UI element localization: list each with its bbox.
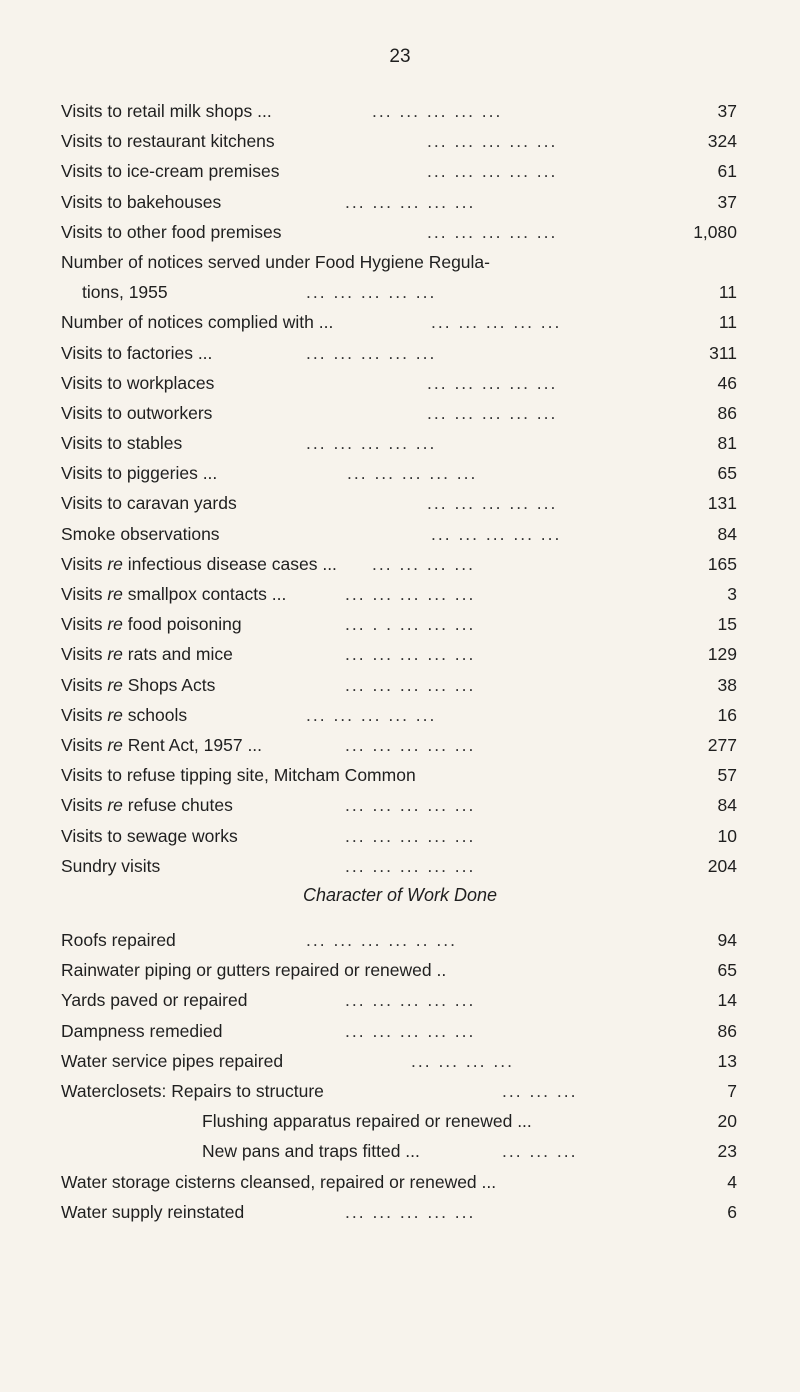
table-row [61, 730, 737, 760]
row-label: Visits to restaurant kitchens [61, 131, 275, 152]
row-label: Visits to piggeries ... [61, 463, 218, 484]
table-row [61, 96, 737, 126]
table-row [61, 217, 737, 247]
row-value: 61 [717, 161, 737, 182]
dot-leader: ... ... ... [502, 1141, 578, 1162]
row-value: 311 [709, 342, 737, 363]
dot-leader: ... ... ... ... ... [345, 674, 476, 695]
dot-leader: ... ... ... ... ... [427, 493, 558, 514]
dot-leader: ... ... ... ... ... [427, 161, 558, 182]
row-value: 38 [717, 674, 737, 695]
row-value: 94 [717, 930, 737, 950]
row-label: Smoke observations [61, 523, 220, 544]
row-label: Visits to ice-cream premises [61, 161, 280, 182]
row-label: Visits to stables [61, 433, 183, 454]
row-value: 4 [727, 1171, 737, 1192]
row-value: 16 [717, 704, 737, 725]
dot-leader: ... . . ... ... ... [345, 614, 476, 635]
table-row [61, 307, 737, 337]
row-value: 11 [718, 312, 737, 333]
row-label: Visits to workplaces [61, 372, 215, 393]
table-row [61, 247, 737, 277]
table-row [61, 639, 737, 669]
table-row [61, 1076, 737, 1106]
dot-leader: ... ... ... ... ... [306, 342, 437, 363]
row-label: Visits re infectious disease cases ... [61, 553, 337, 574]
dot-leader: ... ... ... ... ... [345, 644, 476, 665]
table-row [61, 700, 737, 730]
table-row [61, 277, 737, 307]
row-label: Visits re refuse chutes [61, 795, 233, 816]
dot-leader: ... ... ... ... ... [347, 463, 478, 484]
row-label: Roofs repaired [61, 930, 176, 950]
table-row [61, 851, 737, 881]
dot-leader: ... ... ... ... ... [345, 584, 476, 604]
row-value: 23 [717, 1141, 737, 1162]
table-row [61, 760, 737, 790]
row-value: 13 [717, 1050, 737, 1071]
dot-leader: ... ... ... ... ... [345, 191, 476, 212]
row-label: Number of notices complied with ... [61, 312, 334, 333]
row-label: Visits to refuse tipping site, Mitcham Common [61, 765, 416, 786]
row-label: Rainwater piping or gutters repaired or renewed .. [61, 960, 447, 981]
dot-leader: ... ... ... ... ... [372, 101, 503, 121]
row-value: 84 [717, 795, 737, 816]
table-row [61, 985, 737, 1015]
dot-leader: ... ... ... ... ... [427, 131, 558, 152]
row-value: 129 [707, 644, 737, 665]
row-label: Visits re smallpox contacts ... [61, 584, 287, 604]
row-value: 14 [717, 990, 737, 1011]
row-value: 6 [727, 1201, 737, 1222]
dot-leader: ... ... ... ... ... [345, 1020, 476, 1041]
row-value: 81 [717, 433, 737, 454]
dot-leader: ... ... ... ... ... [427, 221, 558, 242]
dot-leader: ... ... ... ... ... [345, 825, 476, 846]
row-label: Visits to caravan yards [61, 493, 237, 514]
row-value: 7 [727, 1080, 737, 1101]
table-row [61, 1046, 737, 1076]
row-label: tions, 1955 [82, 282, 168, 303]
row-value: 65 [717, 463, 737, 484]
row-label: Visits to sewage works [61, 825, 238, 846]
row-label: Visits to outworkers [61, 402, 213, 423]
row-value: 277 [707, 734, 737, 755]
table-row [61, 187, 737, 217]
table-row [61, 1136, 737, 1166]
row-value: 3 [727, 584, 737, 604]
row-value: 165 [707, 553, 737, 574]
row-value: 324 [707, 131, 737, 152]
table-row [61, 428, 737, 458]
dot-leader: ... ... ... ... ... [427, 402, 558, 423]
row-value: 84 [717, 523, 737, 544]
row-label: Water supply reinstated [61, 1201, 245, 1222]
table-row [61, 670, 737, 700]
row-value: 15 [717, 614, 737, 635]
row-label: Visits to other food premises [61, 221, 282, 242]
dot-leader: ... ... ... [502, 1080, 578, 1101]
row-value: 46 [717, 372, 737, 393]
table-row [61, 790, 737, 820]
section-heading: Character of Work Done [302, 885, 498, 905]
row-value: 86 [717, 402, 737, 423]
dot-leader: ... ... ... ... [372, 553, 475, 574]
table-row [61, 1167, 737, 1197]
visits-list [61, 96, 737, 881]
table-row [61, 519, 737, 549]
dot-leader: ... ... ... ... .. ... [306, 930, 457, 950]
row-label: Visits re Rent Act, 1957 ... [61, 734, 263, 755]
dot-leader: ... ... ... ... ... [306, 282, 437, 303]
table-row [61, 368, 737, 398]
row-value: 11 [718, 282, 737, 303]
row-value: 37 [717, 101, 737, 121]
table-row [61, 955, 737, 985]
table-row [61, 156, 737, 186]
dot-leader: ... ... ... ... [411, 1050, 514, 1071]
table-row [61, 126, 737, 156]
table-row [61, 925, 737, 955]
row-label: Visits to retail milk shops ... [61, 101, 272, 121]
table-row [61, 398, 737, 428]
row-value: 10 [717, 825, 737, 846]
row-label: Visits to factories ... [61, 342, 213, 363]
dot-leader: ... ... ... ... ... [306, 704, 437, 725]
table-row [61, 549, 737, 579]
table-row [61, 488, 737, 518]
row-label: Sundry visits [61, 855, 161, 876]
row-label: Flushing apparatus repaired or renewed ... [202, 1111, 532, 1132]
table-row [61, 458, 737, 488]
row-label: Dampness remedied [61, 1020, 223, 1041]
dot-leader: ... ... ... ... ... [345, 795, 476, 816]
dot-leader: ... ... ... ... ... [345, 734, 476, 755]
dot-leader: ... ... ... ... ... [345, 990, 476, 1011]
row-value: 86 [717, 1020, 737, 1041]
dot-leader: ... ... ... ... ... [427, 372, 558, 393]
dot-leader: ... ... ... ... ... [431, 312, 562, 333]
row-label: Waterclosets: Repairs to structure [61, 1080, 324, 1101]
table-row [61, 821, 737, 851]
dot-leader: ... ... ... ... ... [431, 523, 562, 544]
row-label: Visits re rats and mice [61, 644, 233, 665]
row-label: Water service pipes repaired [61, 1050, 284, 1071]
dot-leader: ... ... ... ... ... [345, 855, 476, 876]
row-label: Water storage cisterns cleansed, repaired or renewed ... [61, 1171, 497, 1192]
table-row [61, 338, 737, 368]
row-value: 204 [707, 855, 737, 876]
table-row [61, 579, 737, 609]
row-label: Visits re Shops Acts [61, 674, 216, 695]
row-value: 37 [717, 191, 737, 212]
row-label: Visits re schools [61, 704, 188, 725]
work-done-list [61, 925, 737, 1227]
table-row [61, 1106, 737, 1136]
table-row [61, 1197, 737, 1227]
row-value: 131 [707, 493, 737, 514]
row-value: 1,080 [693, 221, 737, 242]
row-label: Visits re food poisoning [61, 614, 242, 635]
table-row [61, 609, 737, 639]
table-row [61, 1016, 737, 1046]
row-value: 20 [717, 1111, 737, 1132]
row-value: 57 [717, 765, 737, 786]
dot-leader: ... ... ... ... ... [345, 1201, 476, 1222]
row-label: Number of notices served under Food Hygiene Regula- [61, 251, 490, 272]
page-number: 23 [389, 46, 411, 67]
row-label: Yards paved or repaired [61, 990, 248, 1011]
dot-leader: ... ... ... ... ... [306, 433, 437, 454]
row-value: 65 [717, 960, 737, 981]
row-label: New pans and traps fitted ... [202, 1141, 420, 1162]
row-label: Visits to bakehouses [61, 191, 222, 212]
